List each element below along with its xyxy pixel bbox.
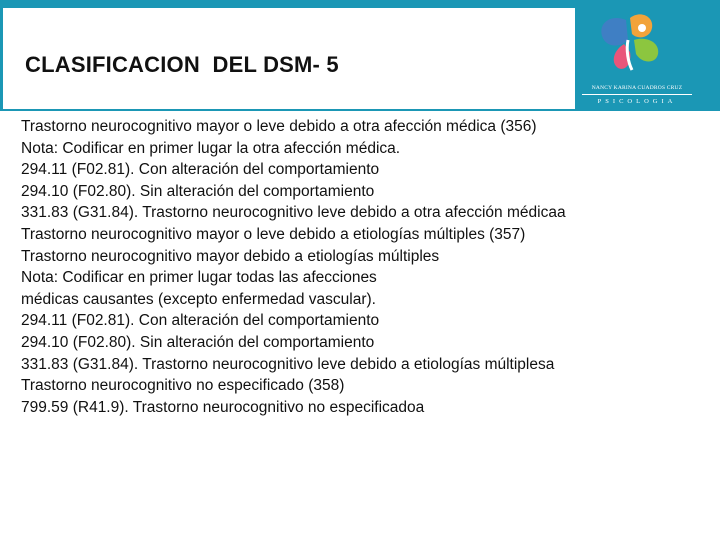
text-line: Nota: Codificar en primer lugar la otra afección médica. — [21, 139, 401, 157]
text-line: Trastorno neurocognitivo mayor debido a etiologías múltiples — [21, 247, 440, 265]
logo-name: NANCY KARINA CUADROS CRUZ — [591, 85, 683, 91]
page-title: CLASIFICACION DEL DSM- 5 — [25, 52, 339, 77]
text-line: 294.10 (F02.80). Sin alteración del comportamiento — [21, 333, 375, 351]
text-line: 799.59 (R41.9). Trastorno neurocognitivo no especificadoa — [21, 398, 425, 416]
text-line: Trastorno neurocognitivo mayor o leve debido a etiologías múltiples (357) — [21, 225, 526, 243]
text-line: Trastorno neurocognitivo mayor o leve debido a otra afección médica (356) — [21, 118, 537, 135]
text-line: Nota: Codificar en primer lugar todas las afecciones — [21, 269, 377, 287]
text-line: 294.11 (F02.81). Con alteración del comportamiento — [21, 161, 380, 179]
text-line: Trastorno neurocognitivo no especificado (358) — [21, 377, 345, 395]
text-line: médicas causantes (excepto enfermedad vascular). — [21, 290, 376, 308]
logo-subtitle: PSICOLOGIA — [597, 98, 677, 105]
text-line: 331.83 (G31.84). Trastorno neurocognitivo leve debido a otra afección médicaa — [21, 204, 566, 222]
butterfly-logo-icon — [582, 10, 692, 82]
text-line: 294.10 (F02.80). Sin alteración del comportamiento — [21, 182, 375, 200]
text-line: 331.83 (G31.84). Trastorno neurocognitivo leve debido a etiologías múltiplesa — [21, 355, 555, 373]
title-panel — [3, 8, 575, 109]
logo-divider — [582, 94, 692, 95]
content-body — [21, 116, 711, 418]
header-band — [0, 0, 720, 111]
logo — [582, 10, 692, 108]
text-line: 294.11 (F02.81). Con alteración del comportamiento — [21, 312, 380, 330]
